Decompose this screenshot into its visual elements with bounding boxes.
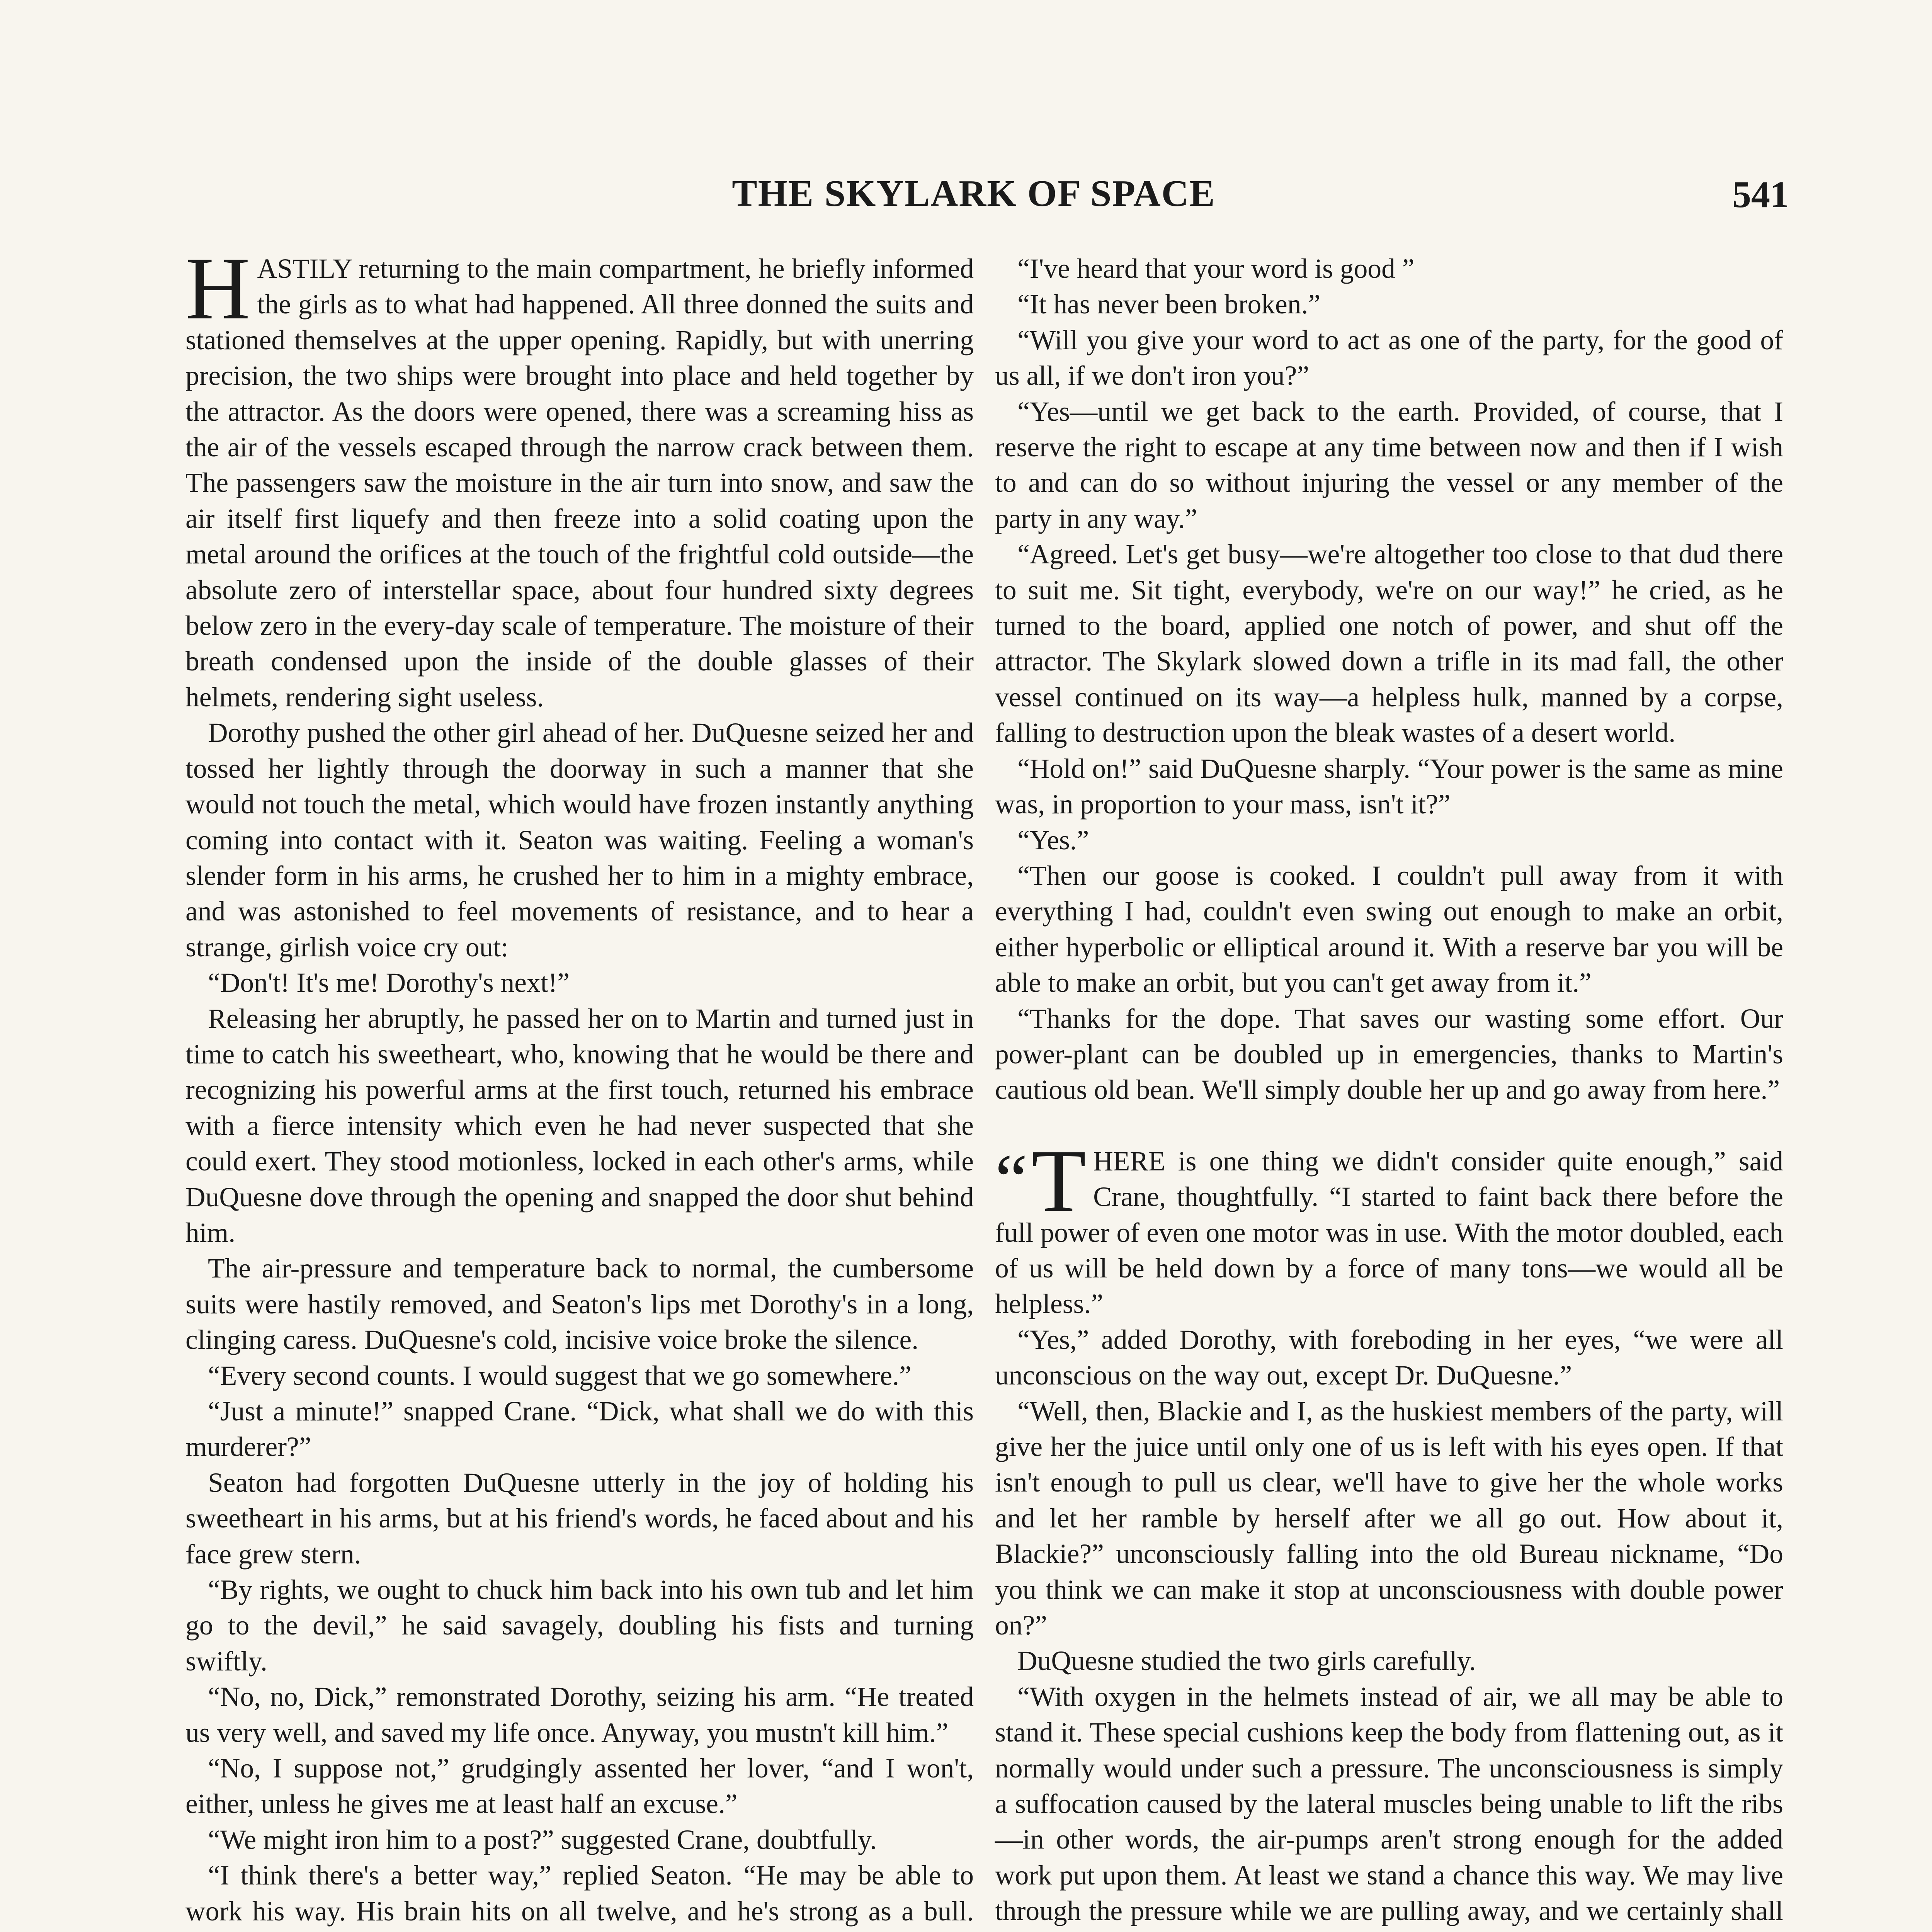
paragraph-text: HERE is one thing we didn't consider quite enough,” said Crane, thoughtfully. “I started to faint back there before the full power of even one motor was in use. With the motor doubled, each of us will be held down by a force of many tons—we would all be helpless.” — [995, 1146, 1783, 1320]
paragraph: “We might iron him to a post?” suggested Crane, doubtfully. — [208, 1824, 877, 1855]
paragraph: “Don't! It's me! Dorothy's next!” — [208, 968, 570, 998]
section-opening-paragraph — [995, 1131, 1783, 1322]
paragraph: “Yes.” — [1017, 825, 1089, 855]
paragraph: Dorothy pushed the other girl ahead of her. DuQuesne seized her and tossed her lightly through the doorway in such a manner that she would not touch the metal, which would have frozen instantly anything coming into contact with it. Seaton was waiting. Feeling a woman's slender form in his arms, he crushed her to him in a mighty embrace, and was astonished to feel movements of resistance, and to hear a strange, girlish voice cry out: — [185, 718, 974, 963]
paragraph: “Well, then, Blackie and I, as the huskiest members of the party, will give her the juice until only one of us is left with his eyes open. If that isn't enough to pull us clear, we'll have to give her the whole works and let her ramble by herself after we all go out. How about it, Blackie?” unconsciously falling into the old Bureau nickname, “Do you think we can make it stop at unconsciousness with double power on?” — [995, 1396, 1783, 1641]
paragraph: “No, no, Dick,” remonstrated Dorothy, seizing his arm. “He treated us very well, and saved my life once. Anyway, you mustn't kill him.” — [185, 1682, 974, 1748]
page-number: 541 — [1732, 174, 1789, 216]
paragraph: Releasing her abruptly, he passed her on to Martin and turned just in time to catch his sweetheart, who, knowing that he would be there and recognizing his powerful arms at the first touch, returned his embrace with a fierce intensity which even he had never suspected that she could exert. They stood motionless, locked in each other's arms, while DuQuesne dove through the opening and snapped the door shut behind him. — [185, 1003, 974, 1248]
section-quote-mark: “ — [995, 1139, 1028, 1221]
paragraph: “Agreed. Let's get busy—we're altogether too close to that dud there to suit me. Sit tight, everybody, we're on our way!” he cried, as he turned to the board, applied one notch of power, and shut off the attractor. The Skylark slowed down a trifle in its mad fall, the other vessel continued on its way—a helpless hulk, manned by a corpse, falling to destruction upon the bleak wastes of a desert world. — [995, 539, 1783, 748]
paragraph: DuQuesne studied the two girls carefully. — [1017, 1646, 1476, 1677]
running-title: THE SKYLARK OF SPACE — [732, 173, 1216, 214]
paragraph: “Then our goose is cooked. I couldn't pull away from it with everything I had, couldn't even swing out enough to make an orbit, either hyperbolic or elliptical around it. With a reserve bar you will be able to make an orbit, but you can't get away from it.” — [995, 860, 1783, 998]
paragraph: “No, I suppose not,” grudgingly assented her lover, “and I won't, either, unless he gives me at least half an excuse.” — [185, 1753, 974, 1820]
left-column — [185, 239, 974, 1932]
paragraph: “By rights, we ought to chuck him back into his own tub and let him go to the devil,” he said savagely, doubling his fists and turning swiftly. — [185, 1575, 974, 1677]
paragraph: “Will you give your word to act as one of the party, for the good of us all, if we don't iron you?” — [995, 325, 1783, 391]
paragraph: “Hold on!” said DuQuesne sharply. “Your power is the same as mine was, in proportion to your mass, isn't it?” — [995, 753, 1783, 820]
paragraph: “I've heard that your word is good ” — [1017, 253, 1415, 284]
paragraph: “With oxygen in the helmets instead of air, we all may be able to stand it. These special cushions keep the body from flattening out, as it normally would under such a pressure. The unconsciousness is simply a suffocation caused by the lateral muscles being unable to lift the ribs—in other words, the air-pumps aren't strong enough for the added work put upon them. At least we stand a chance this way. We may live through the pressure while we are pulling away, and we certainly shall — [995, 1681, 1783, 1927]
paragraph-text: ASTILY returning to the main compartment, he briefly informed the girls as to what had happened. All three donned the suits and stationed themselves at the upper opening. Rapidly, but with unerring precision, the two ships were brought into place and held together by the attractor. As the doors were opened, there was a screaming hiss as the air of the vessels escaped through the narrow crack between them. The passengers saw the moisture in the air turn into snow, and saw the air itself first liquefy and then freeze into a solid coating upon the metal around the orifices at the touch of the frightful cold outside—the absolute zero of interstellar space, about four hundred sixty degrees below zero in the every-day scale of temperature. The moisture of their breath condensed upon the inside of the double glasses of their helmets, rendering sight useless. — [185, 253, 974, 713]
section-drop-cap: T — [1031, 1131, 1087, 1231]
paragraph: Seaton had forgotten DuQuesne utterly in the joy of holding his sweetheart in his arms, but at his friend's words, he faced about and his face grew stern. — [185, 1467, 974, 1570]
paragraph: “It has never been broken.” — [1017, 289, 1321, 320]
paragraph: “Yes,” added Dorothy, with foreboding in her eyes, “we were all unconscious on the way out, except Dr. DuQuesne.” — [995, 1324, 1783, 1391]
paragraph: “I think there's a better way,” replied Seaton. “He may be able to work his way. His brain hits on all twelve, and he's strong as a bull. — [185, 1860, 974, 1927]
paragraph: “Just a minute!” snapped Crane. “Dick, what shall we do with this murderer?” — [185, 1396, 974, 1463]
paragraph: “Thanks for the dope. That saves our wasting some effort. Our power-plant can be doubled up in emergencies, thanks to Martin's cautious old bean. We'll simply double her up and go away from here.” — [995, 1003, 1783, 1105]
right-column — [995, 251, 1783, 1932]
paragraph: The air-pressure and temperature back to normal, the cumbersome suits were hastily removed, and Seaton's lips met Dorothy's in a long, clinging caress. DuQuesne's cold, incisive voice broke the silence. — [185, 1253, 974, 1355]
drop-cap: H — [185, 239, 250, 338]
paragraph: “Yes—until we get back to the earth. Provided, of course, that I reserve the right to escape at any time between now and then if I wish to and can do so without injuring the vessel or any member of the party in any way.” — [995, 396, 1783, 534]
opening-paragraph — [185, 239, 974, 715]
paragraph: “Every second counts. I would suggest that we go somewhere.” — [208, 1360, 912, 1391]
